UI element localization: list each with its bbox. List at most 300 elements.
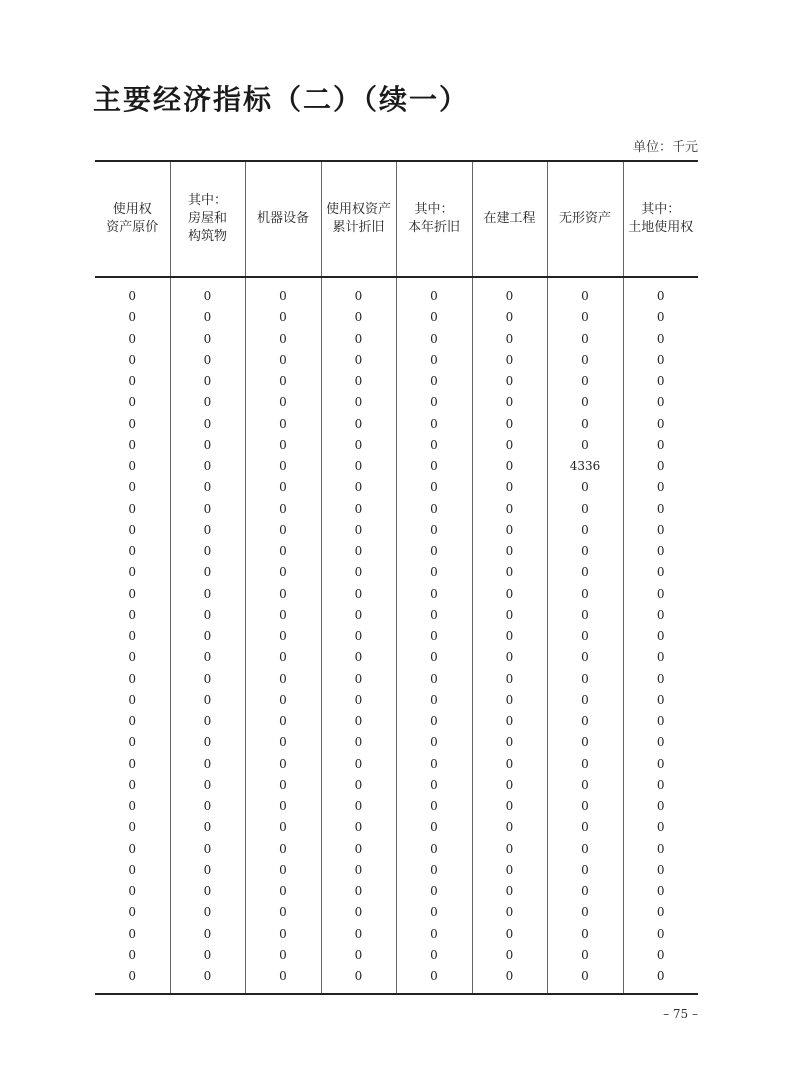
table-cell: 0: [170, 775, 245, 796]
table-cell: 0: [321, 775, 396, 796]
table-row: [95, 732, 698, 753]
table-cell: 0: [547, 626, 623, 647]
table-cell: 0: [170, 732, 245, 753]
table-cell: 0: [170, 860, 245, 881]
table-cell: 0: [128, 331, 137, 346]
table-cell: 0: [321, 456, 396, 477]
table-cell: 0: [623, 796, 698, 817]
table-cell: 0: [396, 881, 472, 902]
table-cell: 0: [396, 435, 472, 456]
table-cell: 0: [245, 881, 321, 902]
table-cell: 0: [321, 902, 396, 923]
table-cell: 0: [547, 966, 623, 994]
table-cell: 0: [170, 924, 245, 945]
table-cell: 0: [128, 777, 137, 792]
table-cell: 0: [396, 541, 472, 562]
table-cell: 0: [472, 520, 547, 541]
table-cell: 0: [623, 277, 698, 307]
table-cell: 0: [547, 605, 623, 626]
table-row: [95, 817, 698, 838]
table-row: [95, 796, 698, 817]
table-cell: 0: [245, 435, 321, 456]
column-header-line: 其中：: [187, 193, 227, 208]
table-cell: 0: [623, 775, 698, 796]
table-cell: 0: [396, 605, 472, 626]
table-cell: 0: [547, 499, 623, 520]
table-cell: 0: [245, 626, 321, 647]
table-cell: 0: [321, 881, 396, 902]
table-cell: 0: [128, 820, 137, 835]
table-cell: 0: [396, 499, 472, 520]
table-cell: 0: [245, 605, 321, 626]
table-cell: 0: [547, 414, 623, 435]
table-cell: 0: [245, 775, 321, 796]
table-cell: 0: [472, 350, 547, 371]
table-row: [95, 647, 698, 668]
table-row: [95, 754, 698, 775]
table-cell: 0: [170, 350, 245, 371]
table-cell: 0: [245, 669, 321, 690]
table-cell: 0: [128, 395, 137, 410]
table-row: [95, 711, 698, 732]
table-cell: 0: [170, 945, 245, 966]
table-cell: 0: [396, 392, 472, 413]
table-cell: 0: [245, 562, 321, 583]
table-cell: 0: [547, 350, 623, 371]
page-title: 主要经济指标（二）（续一）: [93, 83, 470, 116]
table-cell: 0: [623, 477, 698, 498]
table-cell: 0: [321, 435, 396, 456]
table-cell: 0: [623, 520, 698, 541]
table-cell: 0: [623, 562, 698, 583]
table-cell: 0: [547, 307, 623, 328]
table-cell: 0: [321, 860, 396, 881]
table-cell: 0: [128, 586, 137, 601]
table-cell: 0: [321, 817, 396, 838]
table-cell: 0: [547, 839, 623, 860]
table-row: [95, 371, 698, 392]
table-row: [95, 277, 698, 307]
table-cell: 0: [170, 647, 245, 668]
table-row: [95, 775, 698, 796]
table-row: [95, 945, 698, 966]
table-cell: 0: [128, 459, 137, 473]
table-cell: 0: [396, 924, 472, 945]
column-header: [245, 161, 321, 277]
table-cell: 0: [396, 520, 472, 541]
table-cell: 0: [170, 754, 245, 775]
table-cell: 0: [396, 647, 472, 668]
table-row: [95, 477, 698, 498]
table-cell: 0: [472, 902, 547, 923]
table-row: [95, 562, 698, 583]
table-row: [95, 584, 698, 605]
table-cell: 0: [321, 796, 396, 817]
table-cell: 0: [245, 584, 321, 605]
table-cell: 0: [623, 881, 698, 902]
table-cell: 0: [245, 371, 321, 392]
table-cell: 0: [472, 669, 547, 690]
table-cell: 0: [321, 329, 396, 350]
table-cell: 0: [547, 435, 623, 456]
table-cell: 0: [128, 437, 137, 452]
table-cell: 0: [396, 277, 472, 307]
table-cell: 0: [321, 477, 396, 498]
table-cell: 0: [547, 562, 623, 583]
table-cell: 0: [547, 711, 623, 732]
table-body: [95, 277, 698, 994]
column-header-line: 其中：: [641, 202, 681, 217]
table-row: [95, 839, 698, 860]
table-cell: 0: [128, 522, 137, 537]
table-cell: 0: [170, 796, 245, 817]
table-cell: 0: [396, 902, 472, 923]
table-cell: 0: [170, 562, 245, 583]
table-cell: 0: [547, 775, 623, 796]
table-cell: 0: [245, 902, 321, 923]
table-cell: 0: [472, 732, 547, 753]
table-cell: 0: [245, 945, 321, 966]
table-cell: 0: [128, 565, 137, 580]
table-cell: 0: [396, 477, 472, 498]
table-cell: 0: [321, 371, 396, 392]
table-cell: 0: [396, 414, 472, 435]
table-cell: 0: [321, 562, 396, 583]
table-cell: 0: [623, 945, 698, 966]
table-row: [95, 626, 698, 647]
table-header-row: [95, 161, 698, 277]
table-cell: 0: [547, 881, 623, 902]
table-cell: 0: [396, 732, 472, 753]
column-header-line: 本年折旧: [407, 220, 460, 235]
table-cell: 0: [245, 520, 321, 541]
table-row: [95, 307, 698, 328]
table-cell: 0: [170, 690, 245, 711]
table-cell: 0: [170, 392, 245, 413]
table-cell: 0: [245, 860, 321, 881]
table-cell: 0: [245, 796, 321, 817]
table-cell: 0: [321, 647, 396, 668]
table-cell: 0: [245, 456, 321, 477]
table-cell: 0: [396, 456, 472, 477]
table-row: [95, 456, 698, 477]
table-cell: 0: [321, 277, 396, 307]
table-cell: 0: [170, 371, 245, 392]
table-cell: 0: [128, 629, 137, 643]
table-cell: 0: [623, 350, 698, 371]
table-cell: 0: [623, 329, 698, 350]
table-cell: 0: [472, 839, 547, 860]
table-cell: 0: [396, 839, 472, 860]
table-cell: 0: [396, 307, 472, 328]
table-cell: 0: [623, 414, 698, 435]
table-cell: 0: [170, 307, 245, 328]
table-cell: 0: [472, 541, 547, 562]
indicator-table: [95, 160, 698, 995]
table-cell: 0: [472, 456, 547, 477]
table-cell: 0: [321, 754, 396, 775]
table-cell: 0: [128, 735, 137, 750]
table-cell: 0: [170, 277, 245, 307]
table-cell: 0: [128, 374, 137, 388]
table-cell: 0: [623, 839, 698, 860]
table-cell: 0: [321, 541, 396, 562]
column-header: [321, 161, 396, 277]
column-header-line: 累计折旧: [332, 220, 385, 235]
column-header: [547, 161, 623, 277]
indicator-table-container: [95, 160, 698, 995]
table-cell: 0: [623, 584, 698, 605]
table-cell: 0: [472, 711, 547, 732]
table-cell: 0: [128, 756, 137, 771]
table-row: [95, 541, 698, 562]
table-cell: 0: [245, 711, 321, 732]
table-cell: 0: [623, 924, 698, 945]
table-cell: 0: [321, 392, 396, 413]
table-cell: 0: [623, 456, 698, 477]
table-cell: 0: [623, 499, 698, 520]
table-cell: 0: [623, 966, 698, 994]
table-cell: 0: [321, 945, 396, 966]
column-header-line: 使用权资产: [325, 202, 391, 217]
table-cell: 0: [245, 307, 321, 328]
table-cell: 0: [245, 499, 321, 520]
table-cell: 0: [547, 329, 623, 350]
table-cell: 0: [170, 520, 245, 541]
table-cell: 0: [170, 626, 245, 647]
table-row: [95, 902, 698, 923]
table-cell: 0: [128, 607, 137, 622]
table-cell: 0: [396, 775, 472, 796]
table-cell: 0: [321, 520, 396, 541]
table-cell: 0: [472, 945, 547, 966]
table-cell: 0: [245, 817, 321, 838]
table-cell: 4336: [547, 456, 623, 477]
table-cell: 0: [623, 754, 698, 775]
table-cell: 0: [128, 416, 137, 431]
table-cell: 0: [396, 584, 472, 605]
table-cell: 0: [128, 926, 137, 941]
table-cell: 0: [170, 817, 245, 838]
table-cell: 0: [245, 839, 321, 860]
table-row: [95, 860, 698, 881]
column-header: [396, 161, 472, 277]
table-cell: 0: [623, 435, 698, 456]
table-cell: 0: [321, 605, 396, 626]
table-cell: 0: [170, 839, 245, 860]
table-cell: 0: [547, 817, 623, 838]
table-cell: 0: [623, 647, 698, 668]
column-header-line: 使用权: [112, 202, 152, 217]
table-cell: 0: [95, 966, 170, 994]
table-cell: 0: [472, 392, 547, 413]
table-cell: 0: [547, 796, 623, 817]
table-cell: 0: [245, 277, 321, 307]
table-row: [95, 924, 698, 945]
table-cell: 0: [547, 690, 623, 711]
table-row: [95, 605, 698, 626]
table-cell: 0: [472, 562, 547, 583]
table-row: [95, 669, 698, 690]
column-header-line: 资产原价: [106, 220, 159, 235]
table-cell: 0: [170, 584, 245, 605]
table-cell: 0: [623, 902, 698, 923]
table-cell: 0: [128, 862, 137, 877]
table-cell: 0: [472, 796, 547, 817]
column-header: [472, 161, 547, 277]
table-cell: 0: [396, 562, 472, 583]
table-cell: 0: [170, 881, 245, 902]
table-cell: 0: [623, 817, 698, 838]
table-cell: 0: [321, 626, 396, 647]
table-cell: 0: [396, 966, 472, 994]
table-cell: 0: [245, 924, 321, 945]
table-row: [95, 690, 698, 711]
table-cell: 0: [170, 456, 245, 477]
column-header: [623, 161, 698, 277]
table-cell: 0: [321, 499, 396, 520]
table-cell: 0: [472, 371, 547, 392]
table-cell: 0: [623, 860, 698, 881]
table-cell: 0: [321, 669, 396, 690]
table-cell: 0: [623, 626, 698, 647]
table-cell: 0: [396, 669, 472, 690]
table-cell: 0: [170, 711, 245, 732]
table-cell: 0: [321, 839, 396, 860]
table-cell: 0: [321, 924, 396, 945]
table-cell: 0: [547, 902, 623, 923]
table-cell: 0: [547, 924, 623, 945]
table-cell: 0: [472, 435, 547, 456]
table-row: [95, 966, 698, 994]
table-cell: 0: [128, 501, 137, 516]
table-cell: 0: [396, 690, 472, 711]
table-cell: 0: [547, 647, 623, 668]
table-cell: 0: [547, 669, 623, 690]
table-cell: 0: [547, 754, 623, 775]
page-number: – 75 –: [663, 1007, 698, 1021]
table-cell: 0: [170, 499, 245, 520]
table-cell: 0: [170, 966, 245, 994]
table-cell: 0: [472, 584, 547, 605]
column-header: [170, 161, 245, 277]
table-cell: 0: [396, 945, 472, 966]
table-row: [95, 881, 698, 902]
table-cell: 0: [170, 477, 245, 498]
table-cell: 0: [170, 435, 245, 456]
table-cell: 0: [321, 711, 396, 732]
table-cell: 0: [396, 860, 472, 881]
table-cell: 0: [472, 499, 547, 520]
table-cell: 0: [245, 329, 321, 350]
unit-label: 单位：千元: [632, 140, 698, 155]
table-cell: 0: [245, 690, 321, 711]
table-row: [95, 414, 698, 435]
table-cell: 0: [170, 669, 245, 690]
table-row: [95, 329, 698, 350]
table-cell: 0: [623, 605, 698, 626]
table-cell: 0: [128, 692, 137, 707]
table-cell: 0: [128, 905, 137, 920]
table-cell: 0: [623, 371, 698, 392]
table-cell: 0: [128, 480, 137, 495]
table-cell: 0: [472, 881, 547, 902]
table-cell: 0: [128, 799, 137, 813]
table-cell: 0: [321, 350, 396, 371]
table-cell: 0: [472, 817, 547, 838]
column-header: [95, 161, 170, 277]
column-header-line: 无形资产: [558, 211, 611, 226]
table-cell: 0: [547, 392, 623, 413]
table-cell: 0: [321, 732, 396, 753]
column-header-line: 在建工程: [483, 211, 536, 226]
table-cell: 0: [472, 605, 547, 626]
table-cell: 0: [170, 902, 245, 923]
table-cell: 0: [245, 350, 321, 371]
table-cell: 0: [128, 544, 137, 558]
table-cell: 0: [396, 329, 472, 350]
table-cell: 0: [245, 966, 321, 994]
column-header-line: 房屋和: [187, 211, 227, 226]
table-cell: 0: [170, 541, 245, 562]
table-cell: 0: [547, 732, 623, 753]
table-row: [95, 435, 698, 456]
table-cell: 0: [472, 775, 547, 796]
table-cell: 0: [128, 714, 137, 728]
table-cell: 0: [321, 966, 396, 994]
table-cell: 0: [128, 289, 137, 303]
table-cell: 0: [128, 352, 137, 367]
table-cell: 0: [321, 307, 396, 328]
table-row: [95, 499, 698, 520]
table-cell: 0: [547, 277, 623, 307]
table-row: [95, 350, 698, 371]
table-cell: 0: [472, 690, 547, 711]
table-cell: 0: [245, 392, 321, 413]
table-cell: 0: [128, 671, 137, 686]
table-cell: 0: [547, 371, 623, 392]
column-header-line: 机器设备: [256, 211, 309, 226]
table-cell: 0: [396, 711, 472, 732]
table-cell: 0: [321, 690, 396, 711]
table-cell: 0: [472, 414, 547, 435]
table-row: [95, 392, 698, 413]
table-cell: 0: [472, 277, 547, 307]
table-cell: 0: [623, 307, 698, 328]
table-cell: 0: [245, 732, 321, 753]
table-row: [95, 520, 698, 541]
table-cell: 0: [128, 841, 137, 856]
table-cell: 0: [547, 945, 623, 966]
table-cell: 0: [547, 520, 623, 541]
table-cell: 0: [623, 392, 698, 413]
table-cell: 0: [547, 477, 623, 498]
table-cell: 0: [321, 584, 396, 605]
table-cell: 0: [547, 860, 623, 881]
table-cell: 0: [472, 477, 547, 498]
table-cell: 0: [623, 711, 698, 732]
table-cell: 0: [128, 884, 137, 898]
table-cell: 0: [396, 754, 472, 775]
table-cell: 0: [321, 414, 396, 435]
table-cell: 0: [170, 414, 245, 435]
table-cell: 0: [245, 477, 321, 498]
table-cell: 0: [396, 626, 472, 647]
column-header-line: 其中：: [414, 202, 454, 217]
table-cell: 0: [128, 947, 137, 962]
table-cell: 0: [128, 310, 137, 325]
table-cell: 0: [472, 860, 547, 881]
